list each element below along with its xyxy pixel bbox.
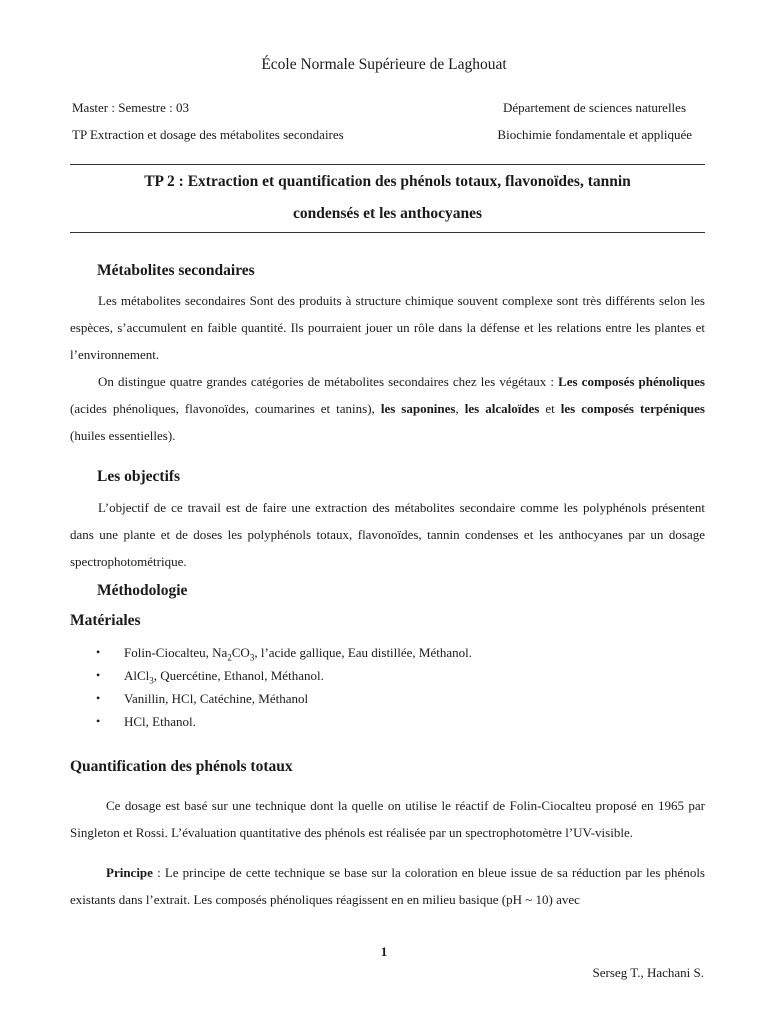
section-heading-metabolites: Métabolites secondaires	[97, 262, 255, 279]
materials-item-3: • Vanillin, HCl, Catéchine, Méthanol	[96, 687, 472, 710]
header-course-title: TP Extraction et dosage des métabolites secondaires	[72, 127, 344, 142]
metabolites-section-body	[70, 287, 705, 449]
objectives-paragraph: L’objectif de ce travail est de faire une extraction des métabolites secondaire comme les polyphénols présentent dans une plante et de doses les polyphénols totaux, flavonoïdes, tannin condenses et les anthocyanes par un dosage spectrophotométrique.	[70, 500, 705, 569]
p2-bold-alkaloids: les alcaloïdes	[464, 401, 540, 416]
metabolites-paragraph-2	[70, 368, 705, 449]
header-master-semester: Master : Semestre : 03	[72, 100, 189, 115]
header-specialty: Biochimie fondamentale et appliquée	[497, 127, 692, 142]
tp-title	[70, 166, 705, 230]
p2-text-c: (acides phénoliques, flavonoïdes, coumarines et tanins),	[70, 401, 381, 416]
objectives-section-body	[70, 494, 705, 575]
principle-label: Principe	[106, 865, 153, 880]
subheading-materials: Matériales	[70, 612, 141, 629]
phenols-paragraph-1: Ce dosage est basé sur une technique dont la quelle on utilise le réactif de Folin-Ciocalteu proposé en 1965 par Singleton et Rossi. L’évaluation quantitative des phénols est réalisée par un spectrophotomètre l’UV-visible.	[70, 798, 705, 840]
principle-section-body	[70, 859, 705, 913]
tp-title-line1: TP 2 : Extraction et quantification des phénols totaux, flavonoïdes, tannin	[144, 173, 631, 190]
section-heading-phenols-quantification: Quantification des phénols totaux	[70, 758, 293, 775]
p2-text-e: ,	[455, 401, 465, 416]
phenols-section-body	[70, 792, 705, 846]
p2-text-i: (huiles essentielles).	[70, 428, 176, 443]
materials-list	[96, 641, 472, 733]
p2-bold-saponins: les saponines	[380, 401, 456, 416]
page-number: 1	[380, 944, 388, 959]
p2-bold-terpenes: les composés terpéniques	[560, 401, 705, 416]
metabolites-paragraph-1: Les métabolites secondaires Sont des produits à structure chimique souvent complexe sont très différents selon les espèces, s’accumulent en faible quantité. Ils pourraient jouer un rôle dans la défense et les relations entre les plantes et l’environnement.	[70, 293, 705, 362]
materials-item-1: • Folin-Ciocalteu, $Na_2CO_3$, l’acide gallique, Eau distillée, Méthanol.	[96, 641, 472, 664]
p2-text-a: On distingue quatre grandes catégories de métabolites secondaires chez les végétaux :	[98, 374, 559, 389]
title-bottom-rule	[70, 232, 705, 233]
materials-item-4: • HCl, Ethanol.	[96, 710, 472, 733]
bullet-glyph: •	[96, 714, 101, 728]
materials-item-2: • AlCl$_3$, Quercétine, Ethanol, Méthanol.	[96, 664, 472, 687]
principle-paragraph	[70, 859, 705, 913]
school-name: École Normale Supérieure de Laghouat	[261, 56, 507, 73]
p2-text-g: et	[539, 401, 561, 416]
principle-text: : Le principe de cette technique se base sur la coloration en bleue issue de sa réduction par les phénols existants dans l’extrait. Les composés phénoliques réagissent en en milieu basique (pH ~ 10) avec	[70, 865, 705, 907]
title-top-rule	[70, 164, 705, 165]
section-heading-methodology: Méthodologie	[97, 582, 188, 599]
section-heading-objectives: Les objectifs	[97, 468, 181, 485]
tp-title-line2: condensés et les anthocyanes	[292, 205, 482, 222]
bullet-glyph: •	[96, 645, 101, 659]
header-department: Département de sciences naturelles	[503, 100, 686, 115]
p2-bold-phenolics: Les composés phénoliques	[558, 374, 705, 389]
bullet-glyph: •	[96, 668, 101, 682]
bullet-glyph: •	[96, 691, 101, 705]
authors-footer: Serseg T., Hachani S.	[592, 965, 704, 980]
